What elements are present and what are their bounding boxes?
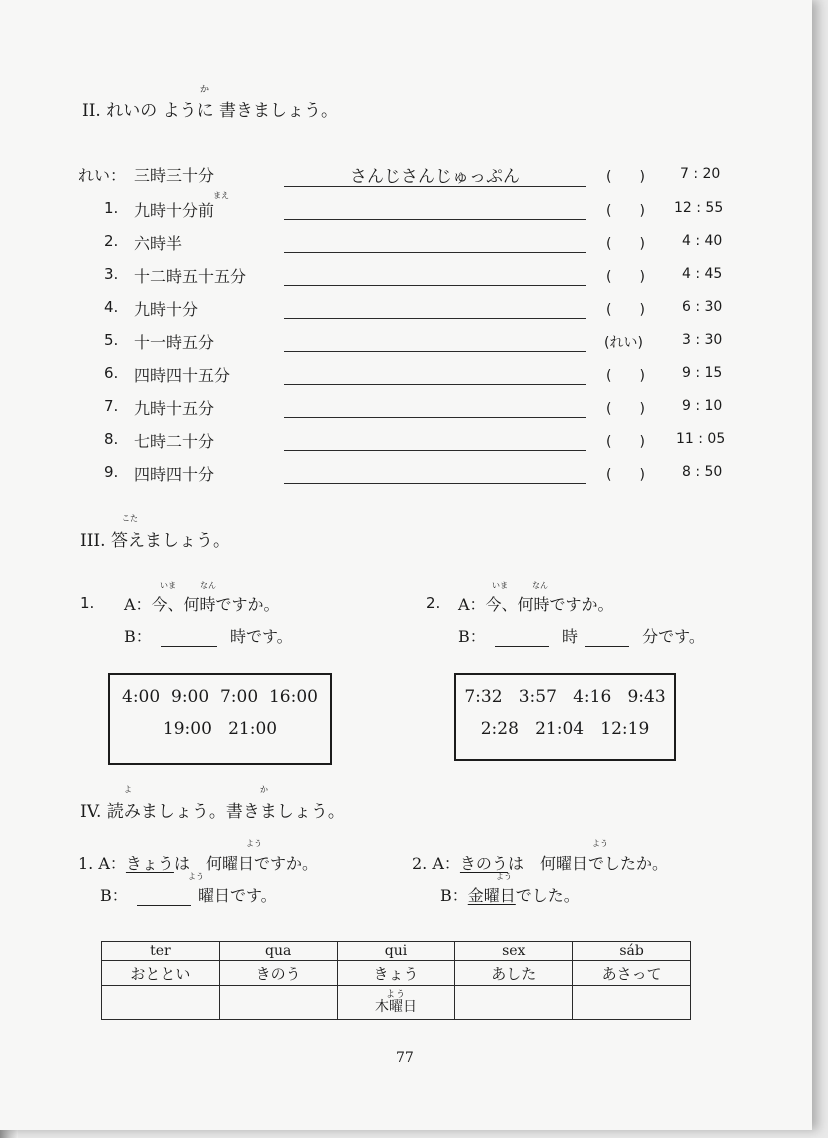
item-kanji: 九時十分 [134, 300, 199, 319]
weekday-header: qua [219, 942, 337, 961]
item-number: 8. [104, 430, 119, 448]
q1-answer-line [124, 624, 293, 647]
ruby-you: よう [496, 872, 512, 881]
q2-number: 2. [426, 594, 441, 612]
item-kanji: 九時十五分 [134, 399, 215, 418]
ruby-you: よう [188, 872, 204, 881]
q1-number: 1. [80, 594, 95, 612]
iv-q2-answer [440, 883, 580, 906]
section-3-heading: III. 答えましょう。 [80, 531, 230, 551]
item-number: 9. [104, 463, 119, 481]
item-number: 2. [104, 232, 119, 250]
item-paren: ( ) [606, 467, 645, 483]
section-2-heading [82, 85, 339, 121]
ruby-nan: なん [532, 581, 548, 590]
ruby-you: よう [592, 839, 608, 848]
item-number: 1. [104, 199, 119, 217]
section-2-heading-text: II. れいの ように 書きましょう。 [82, 101, 339, 121]
weekday-header: sáb [573, 942, 691, 961]
iv-q1-answer [100, 883, 277, 906]
q2-question: A：今、何時ですか。 [458, 595, 614, 614]
day-name: 木曜日 [374, 998, 417, 1015]
iv-q2-a-suffix: は 何曜日でしたか。 [507, 854, 668, 873]
ruby-kaki: か [200, 85, 211, 95]
iv-q1-b-label: B： [100, 886, 128, 905]
iv-q1-a-suffix: は 何曜日ですか。 [173, 854, 318, 873]
answer-line[interactable] [284, 483, 586, 484]
iv-q2-question [412, 851, 668, 874]
item-time: 8 : 50 [682, 464, 723, 480]
day-name-cell[interactable] [455, 986, 573, 1020]
q2-b-label: B： [458, 627, 486, 646]
answer-line[interactable] [284, 252, 586, 253]
answer-line[interactable] [284, 417, 586, 418]
item-kanji: 九時十分前 [134, 201, 215, 220]
example-paren: ( ) [606, 169, 645, 185]
item-paren: ( ) [606, 236, 645, 252]
item-time: 9 : 10 [682, 398, 723, 414]
q1-blank[interactable] [161, 630, 217, 647]
example-label: れい： [78, 166, 127, 185]
answer-line[interactable] [284, 384, 586, 385]
answer-line[interactable] [284, 318, 586, 319]
box-1-line-2: 19:00 21:00 [162, 719, 278, 739]
item-time: 11 : 05 [676, 431, 726, 447]
example-kanji: 三時三十分 [134, 166, 215, 185]
box-2-line-2: 2:28 21:04 12:19 [480, 719, 650, 739]
ruby-mae: まえ [213, 191, 229, 200]
weekday-table [101, 941, 691, 1020]
iv-q2-b-suffix: でした。 [515, 886, 580, 905]
item-kanji: 十一時五分 [134, 333, 215, 352]
ruby-nan: なん [200, 581, 216, 590]
q2-b-mid: 時 [561, 627, 578, 646]
item-paren: ( ) [606, 401, 645, 417]
iv-q2-b-word: 金曜日 [467, 886, 516, 905]
iv-q2-b-label: B： [440, 886, 468, 905]
item-number: 3. [104, 265, 119, 283]
item-paren: ( ) [606, 203, 645, 219]
answer-line[interactable] [284, 285, 586, 286]
answer-line[interactable] [284, 219, 586, 220]
box-1-line-1: 4:00 9:00 7:00 16:00 [122, 687, 318, 707]
iv-q1-a-label: 1. A： [78, 854, 126, 873]
relative-day: あした [455, 961, 573, 986]
ruby-ima: いま [492, 581, 508, 590]
q1-question: A：今、何時ですか。 [124, 595, 280, 614]
weekday-header-row [102, 942, 691, 961]
ruby-ka: か [260, 785, 268, 794]
relative-day: きのう [219, 961, 337, 986]
day-name-cell[interactable] [102, 986, 220, 1020]
item-time: 6 : 30 [682, 299, 723, 315]
item-paren: ( ) [606, 302, 645, 318]
example-answer-line [284, 186, 586, 187]
day-name-cell[interactable] [219, 986, 337, 1020]
q2-answer-line [458, 624, 705, 647]
item-number: 5. [104, 331, 119, 349]
q1-b-suffix: 時です。 [229, 627, 293, 646]
q2-b-suffix: 分です。 [642, 627, 705, 646]
iv-q1-a-word: きょう [125, 854, 174, 873]
example-time: 7 : 20 [680, 166, 721, 182]
item-paren: (れい) [604, 335, 643, 351]
day-name-cell[interactable] [573, 986, 691, 1020]
ruby-you: よう [385, 989, 406, 1000]
item-kanji: 六時半 [134, 234, 183, 253]
item-time: 12 : 55 [674, 200, 724, 216]
q2-minute-blank[interactable] [585, 630, 629, 647]
iv-q1-blank[interactable] [137, 889, 191, 906]
q2-hour-blank[interactable] [495, 630, 549, 647]
ruby-you: よう [246, 839, 262, 848]
page-number: 77 [396, 1050, 414, 1066]
item-paren: ( ) [606, 269, 645, 285]
item-kanji: 四時四十五分 [134, 366, 231, 385]
answer-line[interactable] [284, 450, 586, 451]
item-kanji: 七時二十分 [134, 432, 215, 451]
section-4-heading: IV. 読みましょう。書きましょう。 [80, 802, 345, 822]
item-paren: ( ) [606, 434, 645, 450]
item-number: 6. [104, 364, 119, 382]
iv-q2-a-label: 2. A： [412, 854, 460, 873]
weekday-header: qui [337, 942, 455, 961]
weekday-header: sex [455, 942, 573, 961]
q1-b-label: B： [124, 627, 152, 646]
item-time: 3 : 30 [682, 332, 723, 348]
relative-day: あさって [573, 961, 691, 986]
item-number: 7. [104, 397, 119, 415]
item-kanji: 四時四十分 [134, 465, 215, 484]
day-name-row [102, 986, 691, 1020]
item-paren: ( ) [606, 368, 645, 384]
example-answer: さんじさんじゅっぷん [350, 167, 520, 187]
item-time: 4 : 40 [682, 233, 723, 249]
item-number: 4. [104, 298, 119, 316]
ruby-yo: よ [124, 785, 132, 794]
ruby-kota: こた [122, 514, 138, 523]
answer-line[interactable] [284, 351, 586, 352]
day-name-with-ruby [375, 990, 417, 1016]
box-2-line-1: 7:32 3:57 4:16 9:43 [464, 687, 666, 707]
relative-day-row [102, 961, 691, 986]
weekday-header: ter [102, 942, 220, 961]
item-time: 9 : 15 [682, 365, 723, 381]
day-name-cell [337, 986, 455, 1020]
iv-q2-a-word: きのう [459, 854, 508, 873]
item-kanji: 十二時五十五分 [134, 267, 247, 286]
relative-day: おととい [102, 961, 220, 986]
relative-day: きょう [337, 961, 455, 986]
iv-q1-b-suffix: 曜日です。 [197, 886, 277, 905]
ruby-ima: いま [160, 581, 176, 590]
item-time: 4 : 45 [682, 266, 723, 282]
